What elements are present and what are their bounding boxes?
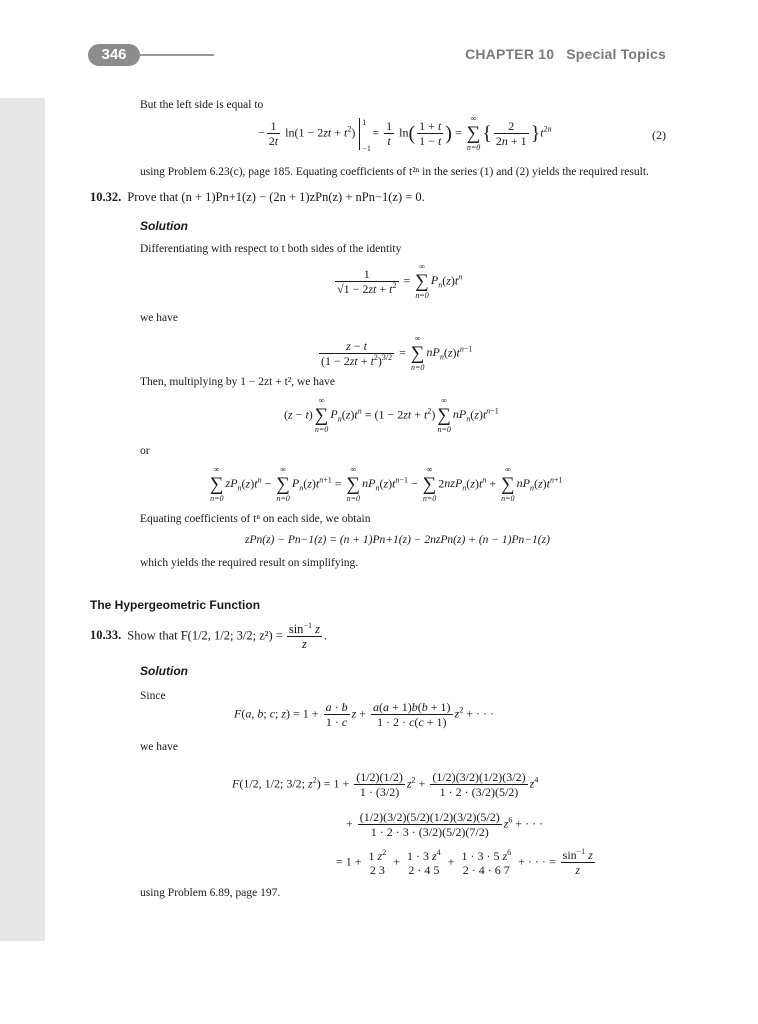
chapter-label: CHAPTER 10 (465, 46, 555, 62)
page-number-badge: 346 (88, 44, 140, 66)
problem-statement: Show that F(1/2, 1/2; 3/2; z²) = (127, 628, 283, 643)
section-heading: The Hypergeometric Function (90, 598, 261, 612)
solution-text-5: Equating coefficients of tⁿ on each side, we obtain (140, 513, 371, 525)
solution-text-1: Differentiating with respect to t both sides of the identity (140, 243, 402, 255)
header-rule (138, 54, 214, 56)
solution-text-final: using Problem 6.89, page 197. (140, 887, 281, 899)
conclusion-text: using Problem 6.23(c), page 185. Equating coefficients of t²ⁿ in the series (1) and (2) yields the required result. (140, 166, 649, 178)
result-equation: zPn(z) − Pn−1(z) = (n + 1)Pn+1(z) − 2nzPn(z) + (n − 1)Pn−1(z) (245, 534, 550, 546)
solution-text-6: which yields the required result on simplifying. (140, 557, 359, 569)
solution-label: Solution (140, 219, 188, 233)
derivative-eq: $\frac{z - t}{(1 - 2zt + t^2)^{3/2}}$ = ∞ ∑ n=0 $nP_n(z)t^{n-1}$ (321, 334, 473, 372)
solution-label: Solution (140, 664, 188, 678)
problem-number: 10.33. (90, 628, 122, 643)
intro-text: But the left side is equal to (140, 99, 264, 111)
solution-text-3: Then, multiplying by 1 − 2zt + t², we have (140, 376, 335, 388)
expanded-eq: ∞ ∑ n=0 $zP_n(z)t^n$ − ∞ ∑ n=0 $P_n(z)t^{n+1}$ = ∞ ∑ n=0 $nP_n(z)t^{n-1}$ − ∞ ∑ n=0 $2nzP_n(z)t^n$ + ∞ ∑ n=0 $nP_n(z)t^{n+1}$ (210, 465, 563, 503)
solution-text-we-have: we have (140, 741, 178, 753)
running-header (465, 46, 666, 62)
generating-function-eq: $\frac{1}{√1 - 2zt + t^2}$ = ∞ ∑ n=0 $P_n(z)t^n$ (337, 262, 463, 300)
problem-statement: Prove that (n + 1)Pn+1(z) − (2n + 1)zPn(z) + nPn−1(z) = 0. (127, 190, 425, 204)
chapter-title: Special Topics (566, 46, 666, 62)
hypergeometric-series-eq: F(a, b; c; z) = 1 + $\frac{a \cdot b}{1 \cdot c}$ z + $\frac{a(a + 1)b(b + 1)}{1 \cdot 2 \cdot c(c + 1)}$ $z^2$ + · · · (234, 700, 494, 729)
solution-text-since: Since (140, 690, 166, 702)
series-line-2: + $\frac{(1/2)(3/2)(5/2)(1/2)(3/2)(5/2)}{1 \cdot 2 \cdot 3 \cdot (3/2)(5/2)(7/2)}$ $z^6$ + · · · (346, 810, 544, 839)
equation-number: (2) (652, 128, 666, 142)
series-line-1: F(1/2, 1/2; 3/2; $z^2) = 1$ + $\frac{(1/2)(1/2)}{1 \cdot (3/2)}$ $z^2$ + $\frac{(1/2)(3/2)(1/2)(3/2)}{1 \cdot 2 \cdot (3/2)(5/2)}$ $z^4$ (232, 770, 539, 799)
problem-number: 10.32. (90, 190, 122, 204)
multiplied-eq: (z − t) ∞ ∑ n=0 $P_n(z)t^n = (1 - 2zt + t^2)$ ∞ ∑ n=0 $nP_n(z)t^{n-1}$ (284, 396, 499, 434)
series-line-3: = 1 + 1 $z^2$ 2 3 + 1 · 3 $z^4$ 2 · 4 5 + 1 · 3 · 5 $z^6$ 2 · 4 · 6 7 + · · · = $\frac{\sin^{-1} z}{z}$ (336, 847, 593, 877)
problem-10-32 (90, 189, 425, 205)
solution-text-2: we have (140, 312, 178, 324)
solution-text-4: or (140, 445, 150, 457)
problem-10-33: 10.33. Show that F(1/2, 1/2; 3/2; z²) = $\frac{\sin^{-1} z}{z}$ . (90, 620, 328, 651)
equation-2: − $\frac{1}{2t}$ $\ln(1 - 2zt + t^2)$ 1 −1 = $\frac{1}{t}$ ln( $\frac{1 + t}{1 - t}$ ) = ∞ ∑ n=0 { $\frac{2}{2n + 1}$ }$t^{2n}$ (258, 114, 552, 153)
left-margin-bar (0, 98, 45, 941)
